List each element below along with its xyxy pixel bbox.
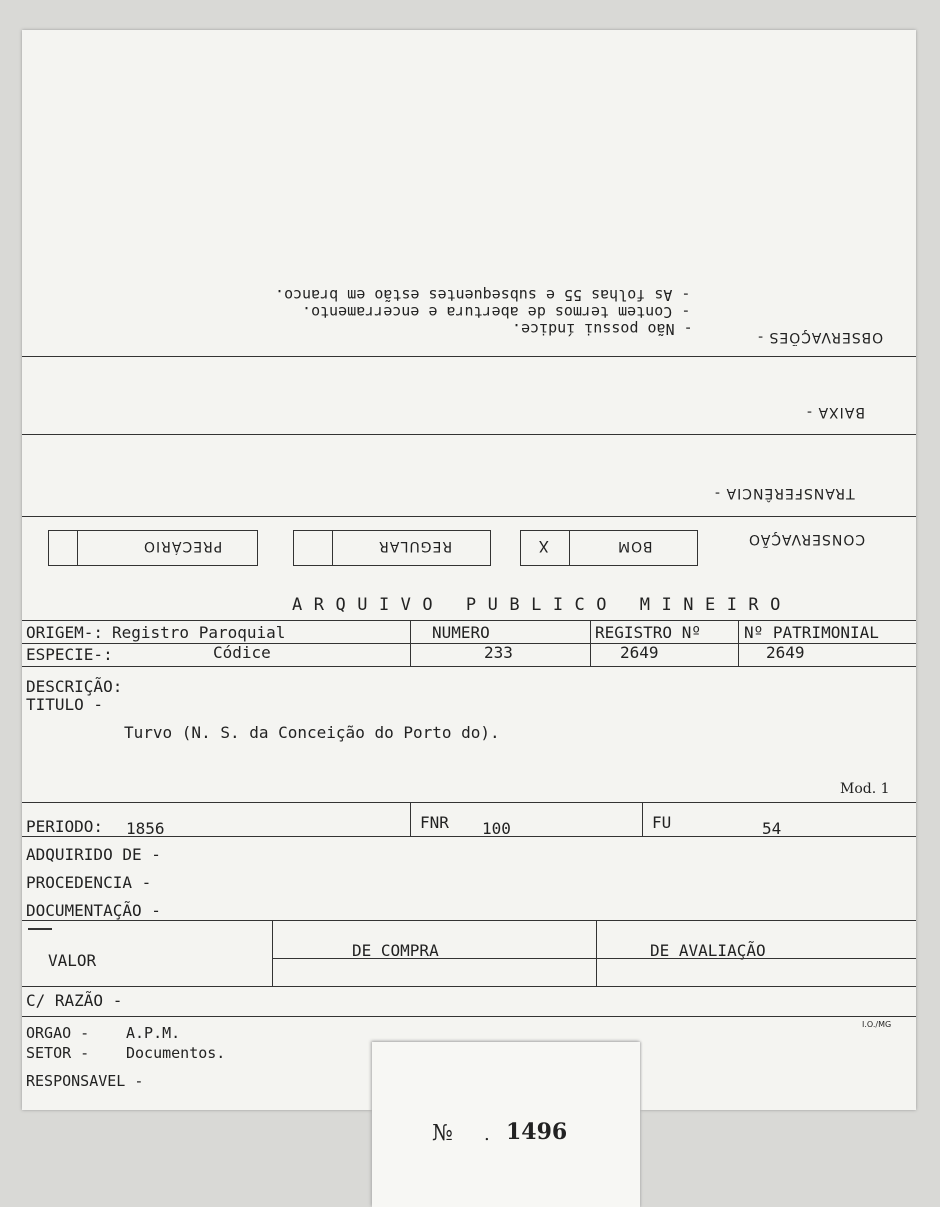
fnr-label: FNR xyxy=(420,813,449,832)
fnr-value: 100 xyxy=(482,819,511,838)
registro-value: 2649 xyxy=(620,643,659,662)
divider xyxy=(272,958,916,959)
registro-label: REGISTRO Nº xyxy=(595,623,701,642)
divider xyxy=(22,434,916,435)
number-slip xyxy=(372,1042,640,1207)
origem-label: ORIGEM-: xyxy=(26,623,104,642)
mark-bom: X xyxy=(539,537,549,556)
de-avaliacao-label: DE AVALIAÇÃO xyxy=(650,941,766,960)
fu-label: FU xyxy=(652,813,672,832)
patrimonial-label: Nº PATRIMONIAL xyxy=(744,623,879,642)
adquirido-label: ADQUIRIDO DE - xyxy=(26,845,161,864)
observacao-line-2: - Contem termos de abertura e encerramento. xyxy=(302,303,691,321)
especie-value: Códice xyxy=(213,643,271,662)
archive-title: ARQUIVO PUBLICO MINEIRO xyxy=(292,595,792,615)
divider xyxy=(22,620,916,621)
de-compra-label: DE COMPRA xyxy=(352,941,439,960)
periodo-label: PERIODO: xyxy=(26,817,104,836)
valor-label: VALOR xyxy=(48,951,97,970)
observacao-line-1: - Não possui índice. xyxy=(512,320,693,338)
number-symbol: № xyxy=(432,1121,453,1146)
setor-label: SETOR - xyxy=(26,1044,90,1062)
checkbox-regular[interactable] xyxy=(293,530,491,566)
printer-mark: I.O./MG xyxy=(862,1020,892,1029)
option-precario: PRECÁRIO xyxy=(143,538,223,554)
divider xyxy=(22,920,916,921)
number-dot: . xyxy=(484,1124,490,1145)
responsavel-label: RESPONSAVEL - xyxy=(26,1072,144,1090)
divider xyxy=(22,666,916,667)
especie-label: ESPECIE-: xyxy=(26,645,113,664)
checkbox-precario[interactable] xyxy=(48,530,258,566)
option-regular: REGULAR xyxy=(378,538,453,554)
divider xyxy=(22,356,916,357)
descricao-label: DESCRIÇÃO: xyxy=(26,677,123,696)
divider xyxy=(22,802,916,803)
fu-value: 54 xyxy=(762,819,782,838)
orgao-label: ORGAO - xyxy=(26,1024,90,1042)
divider xyxy=(22,516,916,517)
divider xyxy=(22,986,916,987)
archive-card xyxy=(22,30,916,1110)
observacoes-label: OBSERVAÇÕES - xyxy=(757,329,884,345)
titulo-value: Turvo (N. S. da Conceição do Porto do). xyxy=(124,723,500,742)
transferencia-label: TRANSFERÊNCIA - xyxy=(714,485,855,501)
setor-value: Documentos. xyxy=(126,1044,226,1062)
checkbox-bom[interactable] xyxy=(520,530,698,566)
periodo-value: 1856 xyxy=(126,819,165,838)
numero-value: 233 xyxy=(484,643,513,662)
tick-mark xyxy=(28,928,52,930)
divider xyxy=(22,1016,916,1017)
form-model: Mod. 1 xyxy=(840,781,890,797)
patrimonial-value: 2649 xyxy=(766,643,805,662)
orgao-value: A.P.M. xyxy=(126,1024,181,1042)
documentacao-label: DOCUMENTAÇÃO - xyxy=(26,901,161,920)
number-value: 1496 xyxy=(506,1119,568,1145)
divider xyxy=(22,836,916,837)
numero-label: NUMERO xyxy=(432,623,490,642)
baixa-label: BAIXA - xyxy=(806,404,865,420)
origem-value: Registro Paroquial xyxy=(112,623,286,642)
observacao-line-3: - As folhas 55 e subsequentes estão em branco. xyxy=(275,286,691,304)
conservacao-label: CONSERVAÇÃO xyxy=(748,531,866,547)
procedencia-label: PROCEDENCIA - xyxy=(26,873,152,892)
option-bom: BOM xyxy=(617,538,653,554)
titulo-label: TITULO - xyxy=(26,695,104,714)
razao-label: C/ RAZÃO - xyxy=(26,991,123,1010)
